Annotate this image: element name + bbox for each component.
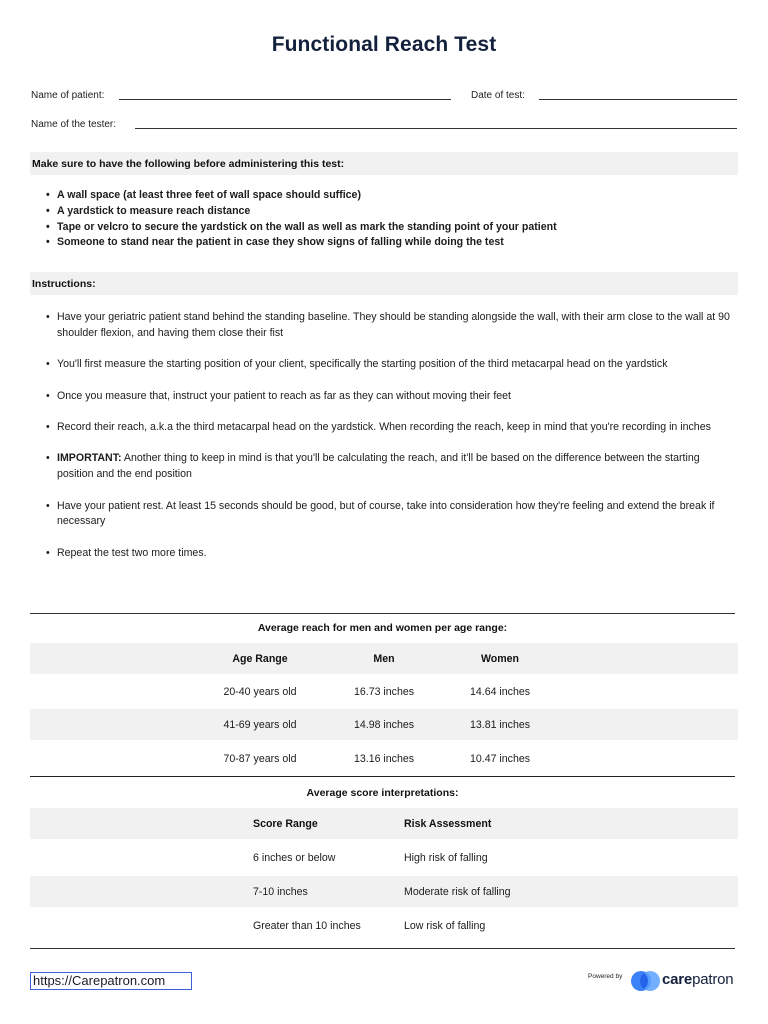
patient-name-label: Name of patient:	[31, 90, 105, 101]
date-of-test-label: Date of test:	[471, 90, 525, 101]
men-cell: 16.73 inches	[353, 685, 415, 698]
carepatron-wordmark: carepatron	[662, 971, 734, 988]
header-women: Women	[480, 652, 520, 665]
risk-cell: Moderate risk of falling	[404, 885, 511, 898]
score-range-cell: 7-10 inches	[253, 885, 308, 898]
reach-table-caption: Average reach for men and women per age range:	[257, 622, 508, 634]
age-range-cell: 20-40 years old	[223, 685, 297, 698]
reach-table-header	[30, 643, 738, 674]
carepatron-logo-icon	[630, 969, 662, 993]
header-risk-assessment: Risk Assessment	[404, 817, 492, 830]
table-divider-rule	[30, 776, 735, 777]
men-cell: 14.98 inches	[353, 718, 415, 731]
patient-name-line[interactable]	[119, 99, 451, 100]
list-item: • Have your patient rest. At least 15 seconds should be good, but of course, take into consideration how they're feeling and extend the break if necessary	[32, 499, 732, 531]
table-row	[30, 910, 738, 941]
list-item: • Repeat the test two more times.	[32, 546, 732, 562]
table-row	[30, 842, 738, 873]
header-age-range: Age Range	[232, 652, 288, 665]
tester-name-line[interactable]	[135, 128, 737, 129]
women-cell: 13.81 inches	[469, 718, 531, 731]
list-item: • A wall space (at least three feet of wall space should suffice)	[32, 188, 738, 204]
instructions-list	[32, 310, 732, 562]
requirements-list	[32, 188, 738, 251]
date-of-test-line[interactable]	[539, 99, 737, 100]
list-item: • You'll first measure the starting position of your client, specifically the starting position of the third metacarpal head on the yardstick	[32, 357, 732, 373]
age-range-cell: 70-87 years old	[223, 752, 297, 765]
list-item: • Have your geriatric patient stand behind the standing baseline. They should be standing alongside the wall, with their arm close to the wall at 90 shoulder flexion, and having them close their fist	[32, 310, 732, 342]
table-row	[30, 676, 738, 707]
list-item: • Tape or velcro to secure the yardstick on the wall as well as mark the standing point of your patient	[32, 220, 738, 236]
table-bottom-rule	[30, 948, 735, 949]
table-row	[30, 743, 738, 774]
document-title: Functional Reach Test	[271, 33, 497, 56]
men-cell: 13.16 inches	[353, 752, 415, 765]
instructions-heading: Instructions:	[30, 272, 738, 295]
risk-cell: High risk of falling	[404, 851, 488, 864]
table-row	[30, 876, 738, 907]
score-range-cell: Greater than 10 inches	[253, 919, 361, 932]
carepatron-link[interactable]: https://Carepatron.com	[30, 972, 192, 990]
score-table-header	[30, 808, 738, 839]
list-item: • IMPORTANT: Another thing to keep in mind is that you'll be calculating the reach, and it'll be based on the difference between the starting position and the end position	[32, 451, 732, 483]
tester-name-label: Name of the tester:	[31, 119, 117, 130]
score-table-caption: Average score interpretations:	[306, 787, 459, 799]
women-cell: 14.64 inches	[469, 685, 531, 698]
header-score-range: Score Range	[253, 817, 318, 830]
list-item: • Once you measure that, instruct your patient to reach as far as they can without moving their feet	[32, 389, 732, 405]
score-range-cell: 6 inches or below	[253, 851, 336, 864]
list-item: • A yardstick to measure reach distance	[32, 204, 738, 220]
list-item: • Record their reach, a.k.a the third metacarpal head on the yardstick. When recording the reach, keep in mind that you're recording in inches	[32, 420, 732, 436]
women-cell: 10.47 inches	[469, 752, 531, 765]
requirements-heading: Make sure to have the following before administering this test:	[30, 152, 738, 175]
age-range-cell: 41-69 years old	[223, 718, 297, 731]
powered-by-label: Powered by	[588, 973, 623, 980]
table-top-rule	[30, 613, 735, 614]
list-item: • Someone to stand near the patient in case they show signs of falling while doing the test	[32, 235, 738, 251]
risk-cell: Low risk of falling	[404, 919, 486, 932]
table-row	[30, 709, 738, 740]
header-men: Men	[373, 652, 395, 665]
important-label: IMPORTANT:	[57, 452, 122, 465]
